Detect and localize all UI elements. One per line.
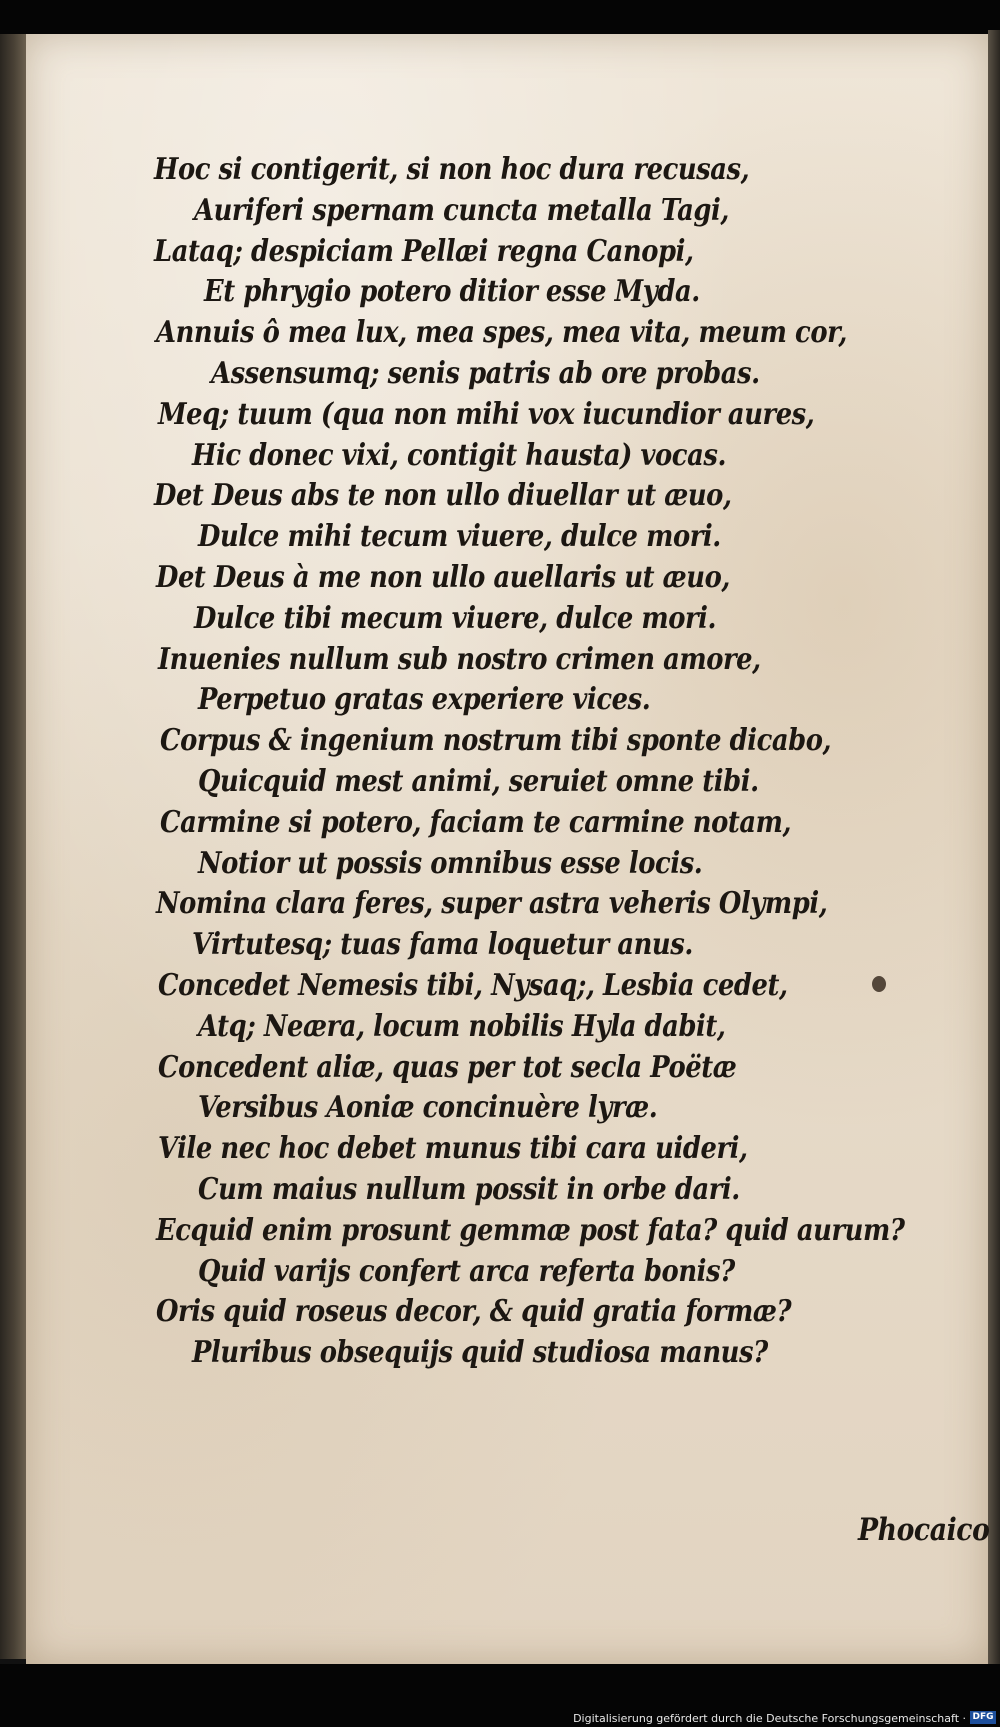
top-scan-border (0, 0, 1000, 34)
verse-line: Concedet Nemesis tibi, Nysaq;, Lesbia cedet, (158, 968, 788, 1003)
verse-line: Ecquid enim prosunt gemmæ post fata? quid aurum? (156, 1213, 905, 1248)
verse-line: Et phrygio potero ditior esse Myda. (204, 274, 700, 309)
digitization-credit: Digitalisierung gefördert durch die Deutsche Forschungsgemeinschaft · (573, 1712, 966, 1725)
verse-line: Vile nec hoc debet munus tibi cara uideri, (158, 1131, 748, 1166)
verse-line: Carmine si potero, faciam te carmine notam, (160, 805, 792, 840)
verse-line: Pluribus obsequijs quid studiosa manus? (192, 1335, 768, 1370)
verse-line: Notior ut possis omnibus esse locis. (198, 846, 703, 881)
verse-line: Auriferi spernam cuncta metalla Tagi, (194, 193, 729, 228)
verse-line: Nomina clara feres, super astra veheris Olympi, (156, 886, 828, 921)
verse-line: Lataq; despiciam Pellæi regna Canopi, (154, 234, 694, 269)
verse-line: Det Deus abs te non ullo diuellar ut æuo, (154, 478, 732, 513)
verse-line: Perpetuo gratas experiere vices. (198, 682, 651, 717)
verse-line: Corpus & ingenium nostrum tibi sponte dicabo, (160, 723, 832, 758)
verse-line: Meq; tuum (qua non mihi vox iucundior aures, (158, 397, 815, 432)
verse-line: Concedent aliæ, quas per tot secla Poëtæ (158, 1050, 737, 1085)
verse-line: Assensumq; senis patris ab ore probas. (211, 356, 760, 391)
verse-line: Atq; Neæra, locum nobilis Hyla dabit, (198, 1009, 726, 1044)
verse-line: Quid varijs confert arca referta bonis? (198, 1254, 735, 1289)
dfg-logo: DFG (970, 1711, 996, 1724)
verse-line: Versibus Aoniæ concinuère lyræ. (198, 1090, 658, 1125)
verse-line: Det Deus à me non ullo auellaris ut æuo, (156, 560, 730, 595)
ink-spot (872, 976, 886, 992)
verse-line: Annuis ô mea lux, mea spes, mea vita, meum cor, (156, 315, 847, 350)
page-fore-edge (988, 30, 1000, 1670)
verse-line: Cum maius nullum possit in orbe dari. (198, 1172, 740, 1207)
book-spine-edge (0, 34, 26, 1659)
verse-line: Oris quid roseus decor, & quid gratia formæ? (156, 1294, 792, 1329)
verse-line: Hic donec vixi, contigit hausta) vocas. (192, 438, 727, 473)
book-page (26, 34, 988, 1664)
verse-line: Virtutesq; tuas fama loquetur anus. (192, 927, 693, 962)
verse-line: Quicquid mest animi, seruiet omne tibi. (198, 764, 759, 799)
catchword: Phocaico (858, 1512, 990, 1548)
verse-line: Inuenies nullum sub nostro crimen amore, (158, 642, 761, 677)
verse-line: Dulce mihi tecum viuere, dulce mori. (198, 519, 721, 554)
verse-line: Dulce tibi mecum viuere, dulce mori. (194, 601, 717, 636)
verse-line: Hoc si contigerit, si non hoc dura recusas, (154, 152, 750, 187)
